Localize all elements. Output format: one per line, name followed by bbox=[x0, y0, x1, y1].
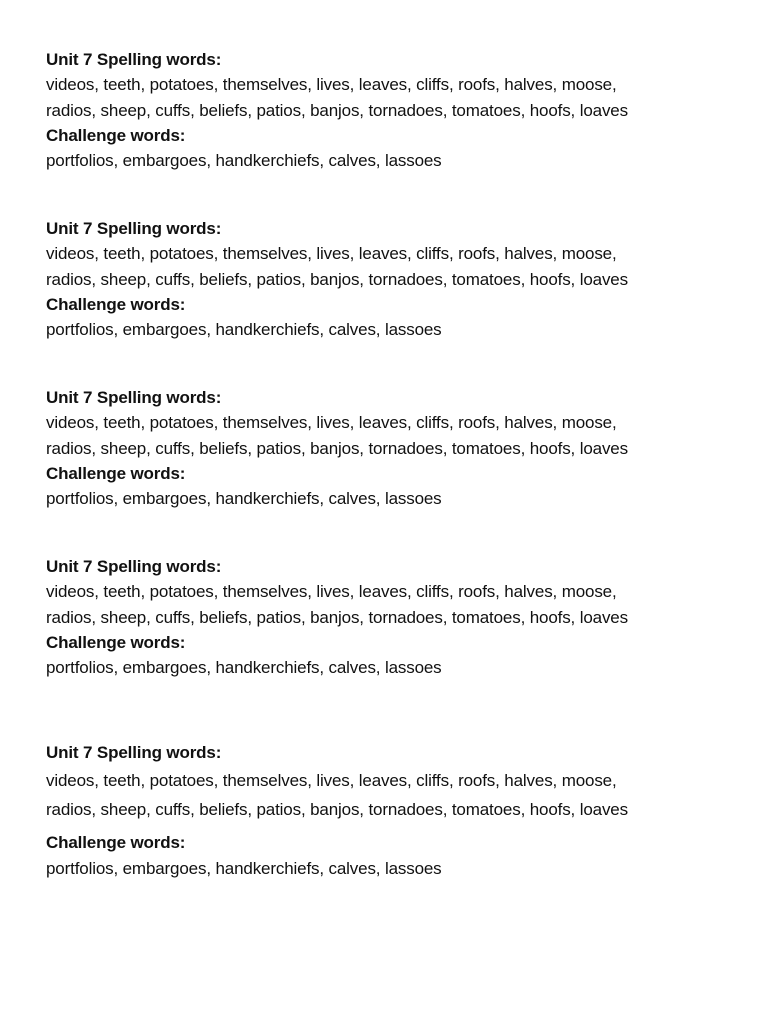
spelling-words-line: videos, teeth, potatoes, themselves, lives, leaves, cliffs, roofs, halves, moose, bbox=[46, 75, 617, 95]
spelling-list-section bbox=[46, 740, 736, 884]
spelling-words-line: radios, sheep, cuffs, beliefs, patios, banjos, tornadoes, tomatoes, hoofs, loaves bbox=[46, 800, 628, 820]
challenge-heading: Challenge words: bbox=[46, 632, 186, 652]
unit-heading: Unit 7 Spelling words: bbox=[46, 219, 222, 238]
challenge-heading: Challenge words: bbox=[46, 832, 186, 852]
spelling-list-section bbox=[46, 385, 736, 511]
challenge-words-line: portfolios, embargoes, handkerchiefs, calves, lassoes bbox=[46, 489, 442, 509]
challenge-heading: Challenge words: bbox=[46, 294, 186, 314]
spelling-words-line: radios, sheep, cuffs, beliefs, patios, banjos, tornadoes, tomatoes, hoofs, loaves bbox=[46, 438, 628, 458]
unit-heading: Unit 7 Spelling words: bbox=[46, 388, 222, 407]
spelling-words-line: radios, sheep, cuffs, beliefs, patios, banjos, tornadoes, tomatoes, hoofs, loaves bbox=[46, 269, 628, 289]
challenge-words-line: portfolios, embargoes, handkerchiefs, calves, lassoes bbox=[46, 151, 442, 171]
challenge-words-line: portfolios, embargoes, handkerchiefs, calves, lassoes bbox=[46, 320, 442, 340]
unit-heading: Unit 7 Spelling words: bbox=[46, 743, 222, 762]
spelling-list-section bbox=[46, 47, 736, 173]
unit-heading: Unit 7 Spelling words: bbox=[46, 557, 222, 576]
unit-heading: Unit 7 Spelling words: bbox=[46, 50, 222, 69]
spelling-words-line: radios, sheep, cuffs, beliefs, patios, banjos, tornadoes, tomatoes, hoofs, loaves bbox=[46, 100, 628, 120]
spelling-words-line: videos, teeth, potatoes, themselves, lives, leaves, cliffs, roofs, halves, moose, bbox=[46, 582, 617, 602]
spelling-words-line: radios, sheep, cuffs, beliefs, patios, banjos, tornadoes, tomatoes, hoofs, loaves bbox=[46, 607, 628, 627]
spelling-words-line: videos, teeth, potatoes, themselves, lives, leaves, cliffs, roofs, halves, moose, bbox=[46, 413, 617, 433]
spelling-list-section bbox=[46, 216, 736, 342]
spelling-words-line: videos, teeth, potatoes, themselves, lives, leaves, cliffs, roofs, halves, moose, bbox=[46, 244, 617, 264]
challenge-words-line: portfolios, embargoes, handkerchiefs, calves, lassoes bbox=[46, 658, 442, 678]
challenge-heading: Challenge words: bbox=[46, 125, 186, 145]
challenge-words-line: portfolios, embargoes, handkerchiefs, calves, lassoes bbox=[46, 859, 442, 879]
spelling-list-section bbox=[46, 554, 736, 680]
challenge-heading: Challenge words: bbox=[46, 463, 186, 483]
spelling-words-line: videos, teeth, potatoes, themselves, lives, leaves, cliffs, roofs, halves, moose, bbox=[46, 771, 617, 791]
